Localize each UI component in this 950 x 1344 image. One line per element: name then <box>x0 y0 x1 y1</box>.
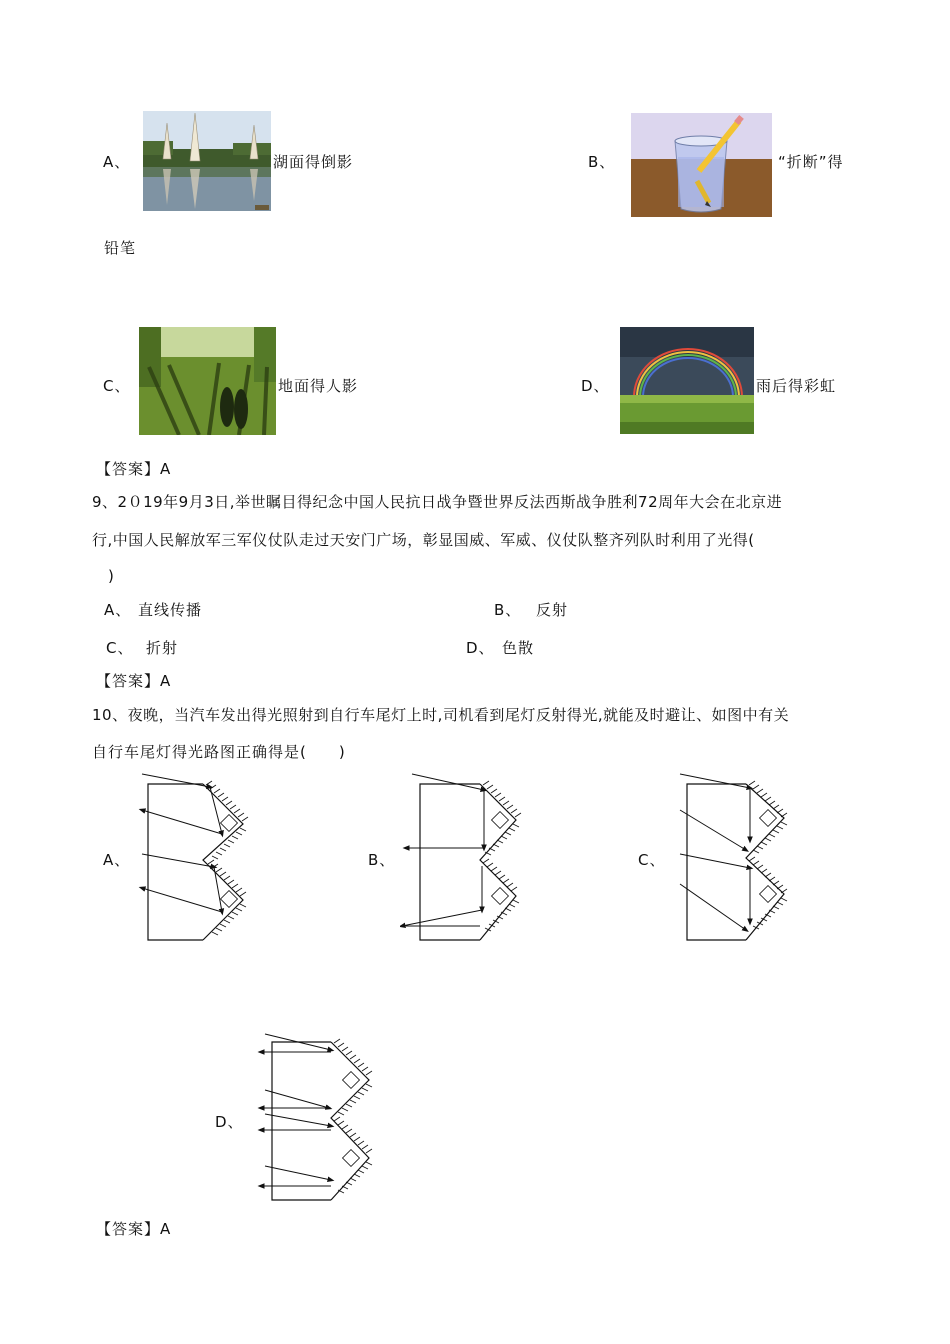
q8-option-c-letter: C、 <box>103 377 131 395</box>
q10-option-d-letter: D、 <box>215 1113 244 1131</box>
q10-option-a-letter: A、 <box>103 851 131 869</box>
q8-option-d-text: 雨后得彩虹 <box>756 377 837 395</box>
q9-option-c-text: 折射 <box>146 639 179 657</box>
taillight-diagram-c <box>670 770 800 945</box>
q8-option-c-text: 地面得人影 <box>278 377 359 395</box>
q8-option-a-letter: A、 <box>103 153 131 171</box>
q9-option-d-letter: D、 <box>466 639 495 657</box>
q9-option-b-letter: B、 <box>494 601 522 619</box>
q8-option-a-text: 湖面得倒影 <box>273 153 354 171</box>
q8-option-d-letter: D、 <box>581 377 610 395</box>
q10-stem-line1: 10、夜晚，当汽车发出得光照射到自行车尾灯上时,司机看到尾灯反射得光,就能及时避让、如图中有关 <box>92 706 790 724</box>
q9-option-b-text: 反射 <box>536 601 569 619</box>
ground-shadow-photo <box>139 327 276 435</box>
q8-option-b-letter: B、 <box>588 153 616 171</box>
q10-answer: 【答案】A <box>96 1220 172 1238</box>
q9-option-c-letter: C、 <box>106 639 134 657</box>
taillight-diagram-b <box>400 770 530 945</box>
taillight-diagram-d <box>255 1030 385 1205</box>
q10-option-c-letter: C、 <box>638 851 666 869</box>
rainbow-photo <box>620 327 754 434</box>
q9-option-d-text: 色散 <box>502 639 535 657</box>
q10-option-b-letter: B、 <box>368 851 396 869</box>
q8-option-b-text: “折断”得 <box>778 153 844 171</box>
q9-stem-line2: 行,中国人民解放军三军仪仗队走过天安门广场，彰显国威、军威、仪仗队整齐列队时利用了光得( <box>92 531 755 549</box>
q8-answer: 【答案】A <box>96 460 172 478</box>
q8-option-b-text-cont: 铅笔 <box>104 239 137 257</box>
pencil-in-water-photo <box>631 113 772 217</box>
pagoda-reflection-photo <box>143 111 271 211</box>
q9-answer: 【答案】A <box>96 672 172 690</box>
q10-stem-line2: 自行车尾灯得光路图正确得是( ) <box>92 743 346 761</box>
taillight-diagram-a <box>130 770 260 945</box>
q9-option-a-letter: A、 <box>104 601 132 619</box>
q9-stem-line1: 9、2０19年9月3日,举世瞩目得纪念中国人民抗日战争暨世界反法西斯战争胜利72周年大会在北京进 <box>92 493 783 511</box>
q9-option-a-text: 直线传播 <box>138 601 203 619</box>
q9-stem-line3: ) <box>108 567 115 585</box>
